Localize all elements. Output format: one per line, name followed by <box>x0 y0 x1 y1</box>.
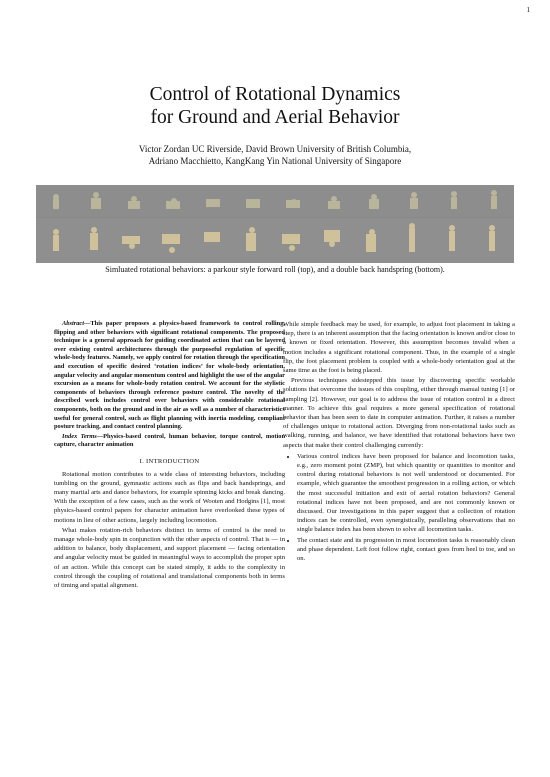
right-paragraph-1: While simple feedback may be used, for example, to adjust foot placement in taking a step, there is an inherent assumption that the facing orientation is known and/or close to a known or fixed orientation. However, this assumption becomes invalid when a motion includes a significant rotational component. Thus, in the example of a single flip, the foot placement problem is coupled with a whole-body orientation goal at the same time as the foot is being placed. <box>283 321 515 375</box>
abstract <box>54 320 285 432</box>
list-item: • Various control indices have been proposed for balance and locomotion tasks, e.g., zero moment point (ZMP), but which quantity or quantities to monitor and control during rotational behaviors is not well understood or documented. For example, which guarantee the smoothest progression in a rolling action, or which the most successful initiation and exit of aerial rotation behaviors? General rotational indices have not been proposed, and are not commonly known or discussed. Our investigations in this paper suggest that a collection of rotation indices can be controlled, even synergistically, paralleling observations that no single balance index has been shown to solve all locomotion tasks. <box>297 452 515 535</box>
index-terms <box>54 433 285 450</box>
figure-caption: Simluated rotational behaviors: a parkour style forward roll (top), and a double back handspring (bottom). <box>105 265 445 274</box>
paper-title <box>0 83 550 129</box>
figure-strip-back-handspring <box>36 218 514 263</box>
index-terms-text: —Physics-based control, human behavior, torque control, motion capture, character animation <box>54 432 285 449</box>
abstract-text: —This paper proposes a physics-based framework to control rolling, flipping and other behaviors with significant rotational components. The proposed technique is a general approach for guiding coordinated action that can be layered over existing control architectures through the purposeful regulation of specific whole-body features. Namely, we apply control for rotation through the specification and execution of specific desired ‘rotation indices’ for whole-body orientation, angular velocity and angular momentum control and highlight the use of the angular excursion as a means for whole-body rotation control. We account for the stylistic components of behaviors through reference posture control. The novelty of the described work includes control over behaviors with considerable rotational components, both on the ground and in the air as well as a number of characteristics useful for general control, such as flight planning with inertia modeling, compliant posture tracking, and contact control planning. <box>54 320 285 431</box>
roll-frames-svg <box>36 185 514 217</box>
right-paragraph-2: Previous techniques sidestepped this issue by discovering specific workable solutions that overcome the issues of this coupling, either through manual tuning [1] or sampling [2]. However, our goal is to address the issue of rotation control in a direct manner. To achieve this goal requires a more general specification of rotational behavior than has been seen to date in computer animation. Further, it raises a number of challenges unique to rotational action. Diverging from non-rotational tasks such as walking, running, and balance, we have identified that rotational behaviors have two aspects that make their control challenging currently: <box>283 377 515 449</box>
handspring-frames-svg <box>36 218 514 263</box>
abstract-label: Abstract <box>62 320 85 327</box>
list-item: • The contact state and its progression in most locomotion tasks is reasonably clean and phase dependent. Left foot follow right, contact goes from heel to toe, and so on. <box>297 536 515 564</box>
title-line-2: for Ground and Aerial Behavior <box>150 107 400 128</box>
challenge-list <box>283 452 515 563</box>
authors-line-2: Adriano Macchietto, KangKang Yin National University of Singapore <box>148 156 402 166</box>
right-column <box>283 320 515 564</box>
index-terms-label: Index Terms <box>62 432 97 440</box>
intro-paragraph-1: Rotational motion contributes to a wide class of interesting behaviors, including tumbling on the ground, gymnastic actions such as flips and back handsprings, and many martial arts and dance behaviors, for example spinning kicks and break dancing. With the exception of a few cases, such as the work of Wooten and Hodgins [1], most physics-based control papers for character animation have overlooked these types of motions in lieu of other actions, largely including locomotion. <box>54 470 285 524</box>
left-column <box>54 320 285 591</box>
authors-line-1: Victor Zordan UC Riverside, David Brown University of British Columbia, <box>138 144 412 154</box>
intro-paragraph-2: What makes rotation-rich behaviors distinct in terms of control is the need to manage whole-body spin in conjunction with the other aspects of control. That is — in addition to balance, body displacement, and support placement — facing orientation and angular velocity must be guided in meaningful ways to accomplish the proper spin of an action. While this concept can be stated simply, it adds to the complexity in control through the coupling of rotational and translational components both in terms of timing and spatial alignment. <box>54 526 285 589</box>
page-number: 1 <box>526 6 530 14</box>
author-block <box>0 143 550 167</box>
section-heading: I. INTRODUCTION <box>139 457 200 465</box>
title-line-1: Control of Rotational Dynamics <box>149 84 401 105</box>
